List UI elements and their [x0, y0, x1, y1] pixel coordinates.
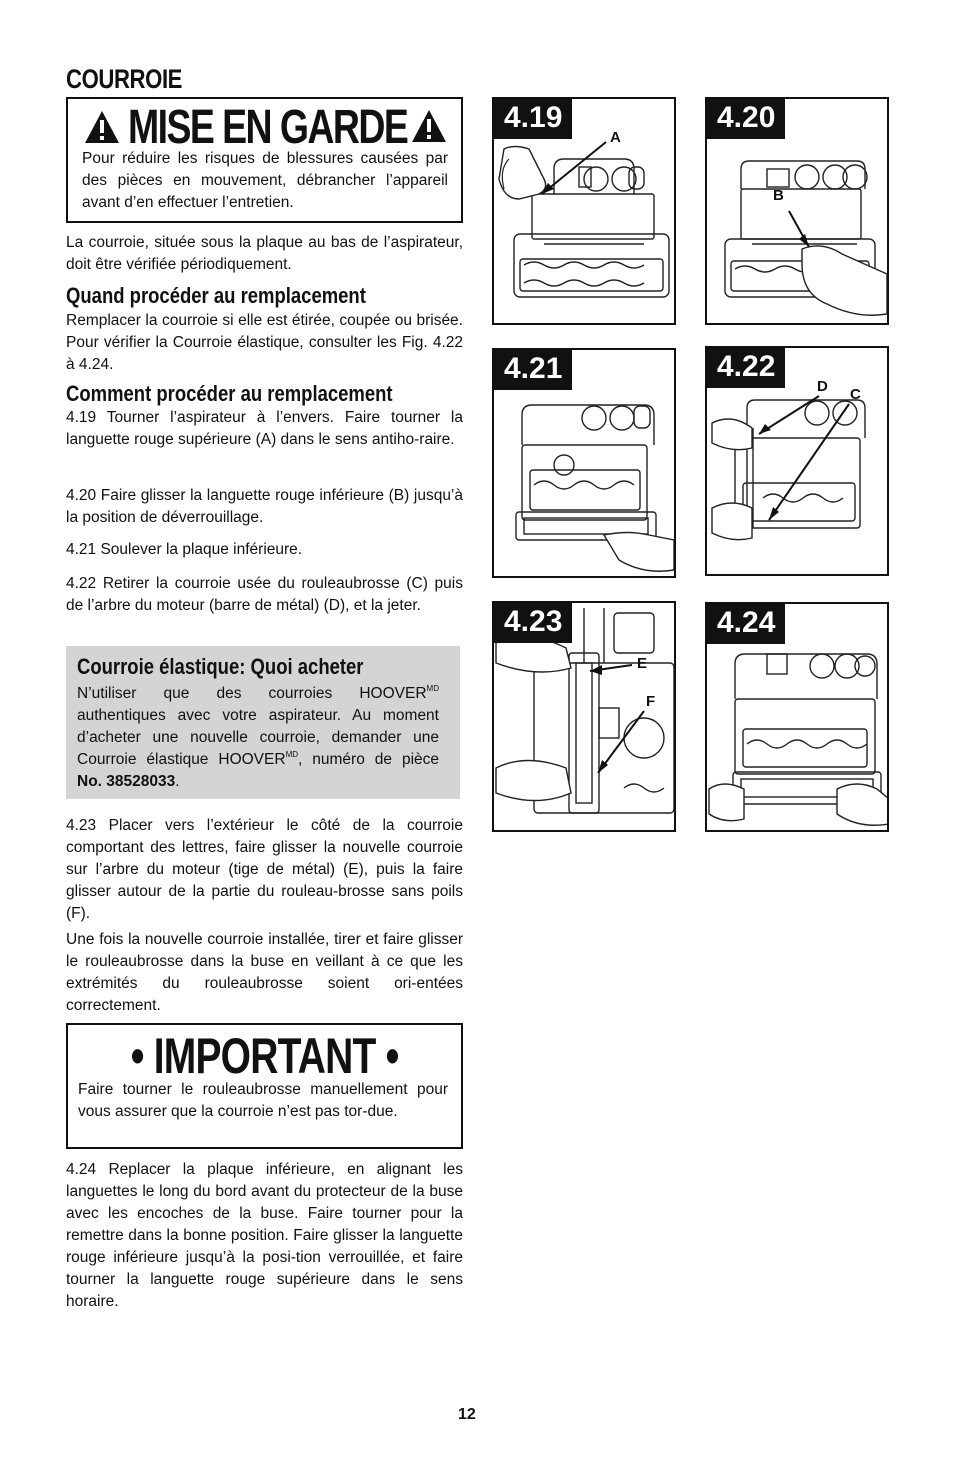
- stretch-belt-text: N’utiliser que des courroies HOOVER: [77, 685, 427, 702]
- section-title: COURROIE: [66, 64, 183, 94]
- stretch-belt-body: [77, 683, 439, 793]
- figure-4-19: [492, 97, 676, 325]
- callout-f: F: [646, 693, 656, 710]
- figure-4-23: [492, 601, 676, 832]
- step-4-21: 4.21 Soulever la plaque inférieure.: [66, 541, 303, 558]
- when-paragraph: Remplacer la courroie si elle est étirée, coupée ou brisée. Pour vérifier la Courroie élastique, consulter les Fig. 4.22 à 4.24.: [66, 312, 463, 373]
- callout-d: D: [817, 378, 828, 395]
- figure-4-24: [705, 602, 889, 832]
- when-heading: Quand procéder au remplacement: [66, 283, 366, 308]
- figure-label: 4.22: [707, 348, 785, 388]
- warning-triangle-icon: [84, 110, 120, 144]
- intro-paragraph: La courroie, située sous la plaque au bas de l’aspirateur, doit être vérifiée périodiquement.: [66, 234, 463, 273]
- step-4-24: 4.24 Replacer la plaque inférieure, en alignant les languettes le long du bord avant du protecteur de la buse avec les encoches de la buse. Faire tourner pour la remettre dans la bonne position. Faire glisser la languette rouge inférieure jusqu’à la posi-tion verrouillée, et faire tourner la languette rouge supérieure dans le sens horaire.: [66, 1161, 463, 1310]
- figure-label: 4.21: [494, 350, 572, 390]
- how-heading: Comment procéder au remplacement: [66, 381, 393, 406]
- callout-a: A: [610, 129, 621, 146]
- stretch-belt-text: .: [175, 773, 180, 790]
- step-4-19: 4.19 Tourner l’aspirateur à l’envers. Faire tourner la languette rouge supérieure (A) dans le sens antiho-raire.: [66, 409, 463, 448]
- important-title-row: [68, 1027, 461, 1085]
- figure-4-21: [492, 348, 676, 578]
- stretch-belt-text: authentiques avec votre aspirateur. Au moment d’acheter une nouvelle courroie, demander une Courroie élastique HOOVER: [77, 707, 439, 768]
- callout-b: B: [773, 187, 784, 204]
- warning-body: Pour réduire les risques de blessures causées par des pièces en mouvement, débrancher l’appareil avant d’en effectuer l’entretien.: [82, 150, 448, 211]
- step-4-20: 4.20 Faire glisser la languette rouge inférieure (B) jusqu’à la position de déverrouillage.: [66, 487, 463, 526]
- figure-label: 4.19: [494, 99, 572, 139]
- part-number: No. 38528033: [77, 773, 176, 790]
- important-box: [66, 1023, 463, 1149]
- stretch-belt-text: , numéro de pièce: [298, 751, 440, 768]
- important-title: • IMPORTANT •: [130, 1028, 399, 1084]
- figure-4-20: [705, 97, 889, 325]
- callout-c: C: [850, 386, 861, 403]
- trademark-mark: MD: [426, 684, 439, 693]
- callout-e: E: [637, 655, 648, 672]
- page-number: 12: [458, 1406, 476, 1423]
- warning-triangle-icon: [411, 109, 447, 143]
- step-4-22: 4.22 Retirer la courroie usée du rouleaubrosse (C) puis de l’arbre du moteur (barre de métal) (D), et la jeter.: [66, 575, 463, 614]
- warning-box: [66, 97, 463, 223]
- after-install-paragraph: Une fois la nouvelle courroie installée, tirer et faire glisser le rouleaubrosse dans la buse en veillant à ce que les extrémités du rouleaubrosse soient ori-entées correctement.: [66, 931, 463, 1014]
- figure-4-22: [705, 346, 889, 576]
- figure-label: 4.20: [707, 99, 785, 139]
- step-4-23: 4.23 Placer vers l’extérieur le côté de la courroie comportant des lettres, faire glisser la nouvelle courroie sur l’arbre du moteur (tige de métal) (E), puis la faire glisser autour de la partie du rouleau-brosse sans poils (F).: [66, 817, 463, 922]
- warning-title-row: [84, 101, 458, 153]
- stretch-belt-title: Courroie élastique: Quoi acheter: [77, 654, 364, 679]
- figure-label: 4.24: [707, 604, 785, 644]
- warning-title: MISE EN GARDE: [128, 100, 408, 154]
- trademark-mark: MD: [285, 750, 299, 759]
- stretch-belt-box: [66, 646, 460, 799]
- figure-label: 4.23: [494, 603, 572, 643]
- important-body: Faire tourner le rouleaubrosse manuellement pour vous assurer que la courroie n’est pas tor-due.: [78, 1081, 448, 1120]
